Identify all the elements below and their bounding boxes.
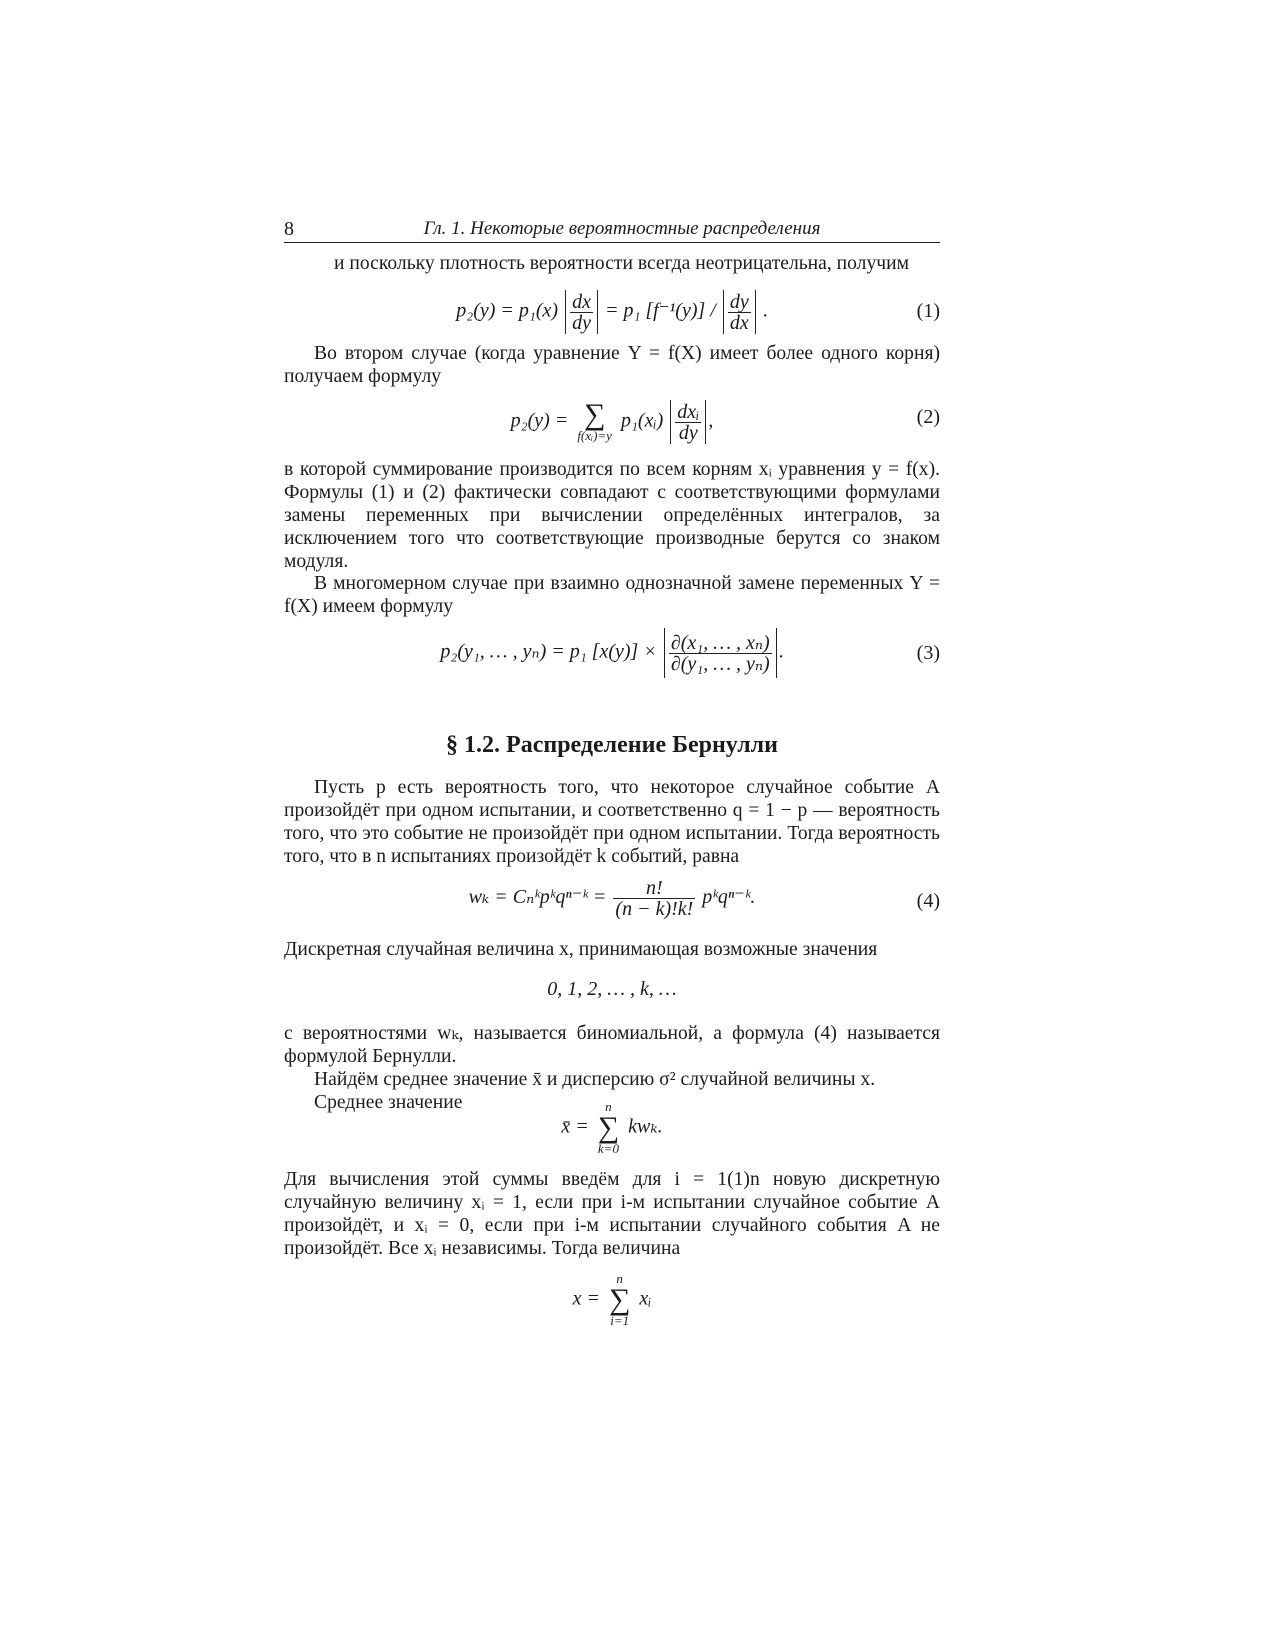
eq6-lhs: x = (572, 1287, 600, 1310)
paragraph-8-line-2: Среднее значение (314, 1092, 463, 1113)
eq3-lhs: p₂(y₁, … , yₙ) = p₁ [x(y)] × (440, 640, 657, 663)
abs-bar (705, 400, 706, 444)
paragraph-3: в которой суммирование производится по всем корням xᵢ уравнения y = f(x). Формулы (1) и (2) фактически совпадают с соответствующими формулами замены переменных при вычислении определённых интегралов, за исключением того что соответствующие производные берутся со знаком модуля. (284, 459, 940, 572)
equation-sum-x (284, 1272, 940, 1334)
equation-2: p₂(y) = ∑ f(xᵢ)=y p₁(xᵢ) $\frac{\text{dxᵢ}}{dy}$ , (2) (510, 398, 940, 444)
equation-number: (4) (916, 890, 940, 912)
equation-number: (2) (916, 406, 940, 428)
sum-operator: ∑ f(xᵢ)=y (577, 398, 612, 443)
paragraph-6: Дискретная случайная величина x, принимающая возможные значения (284, 939, 878, 960)
page-number: 8 (284, 218, 294, 240)
eq4-lhs: wₖ = Cₙᵏpᵏqⁿ⁻ᵏ = (468, 886, 607, 909)
equation-number: (1) (916, 300, 940, 322)
abs-bar (776, 628, 777, 678)
fraction-dx-dy: $\frac{dx}{dy}$ (572, 290, 591, 334)
eq4-tail: pᵏqⁿ⁻ᵏ. (702, 886, 756, 909)
sum-operator: n ∑ i=1 (608, 1271, 631, 1328)
section-heading: § 1.2. Распределение Бернулли (446, 732, 778, 758)
eq1-end: . (762, 299, 768, 322)
equation-3: p₂(y₁, … , yₙ) = p₁ [x(y)] × $\frac{\text{∂(x₁, … , xₙ)}}{\text{∂(y₁, … , yₙ)}}$ . (3) (284, 628, 940, 688)
abs-bar (597, 290, 598, 334)
eq6-term: xᵢ (639, 1287, 652, 1310)
abs-bar (723, 290, 724, 334)
paragraph-4: В многомерном случае при взаимно однозначной замене переменных Y = f(X) имеем формулу (284, 573, 940, 617)
paragraph-9: Для вычисления этой суммы введём для i = 1(1)n новую дискретную случайную величину xᵢ = 1, если при i-м испытании случайное событие A произойдёт, и xᵢ = 0, если при i-м испытании случайного события A не произойдёт. Все xᵢ независимы. Тогда величина (284, 1169, 940, 1259)
paragraph-1: и поскольку плотность вероятности всегда неотрицательна, получим (334, 253, 910, 274)
equation-4 (284, 878, 940, 928)
fraction-dy-dx: $\frac{dy}{dx}$ (729, 290, 749, 334)
paragraph-8-line-1: Найдём среднее значение x̄ и дисперсию σ² случайной величины x. (314, 1069, 876, 1090)
abs-bar (755, 290, 756, 334)
running-title: Гл. 1. Некоторые вероятностные распределения (423, 218, 821, 239)
jacobian-fraction: $\frac{\text{∂(x₁, … , xₙ)}}{\text{∂(y₁, … , yₙ)}}$ (670, 631, 770, 675)
abs-bar (565, 290, 566, 334)
values-line (284, 978, 940, 1008)
eq1-lhs: p₂(y) = p₁(x) (456, 299, 559, 322)
eq2-lhs: p₂(y) = (510, 409, 569, 432)
binomial-fraction: $\frac{n!}{(n - k)!k!}$ (615, 877, 694, 920)
eq5-term: kwₖ. (628, 1115, 663, 1138)
paragraph-2: Во втором случае (когда уравнение Y = f(X) имеет более одного корня) получаем формулу (284, 343, 940, 387)
equation-1 (284, 290, 940, 342)
values-sequence: 0, 1, 2, … , k, … (547, 978, 677, 1000)
abs-bar (670, 400, 671, 444)
paragraph-5: Пусть p есть вероятность того, что некоторое случайное событие A произойдёт при одном испытании, и соответственно q = 1 − p — вероятность того, что это событие не произойдёт при одном испытании. Тогда вероятность того, что в n испытаниях произойдёт k событий, равна (284, 777, 940, 867)
fraction-dxi-dy: $\frac{\text{dxᵢ}}{dy}$ (677, 400, 700, 444)
paragraph-7: с вероятностями wₖ, называется биномиальной, а формула (4) называется формулой Бернулли. (284, 1023, 940, 1067)
abs-bar (664, 628, 665, 678)
eq1-mid: = p₁ [f⁻¹(y)] / (604, 299, 716, 322)
eq5-lhs: x̄ = (561, 1115, 589, 1138)
equation-mean (284, 1100, 940, 1162)
eq2-term: p₁(xᵢ) (620, 409, 664, 432)
equation-number: (3) (916, 642, 940, 664)
sum-operator: n ∑ k=0 (597, 1099, 620, 1156)
running-header (284, 214, 940, 243)
